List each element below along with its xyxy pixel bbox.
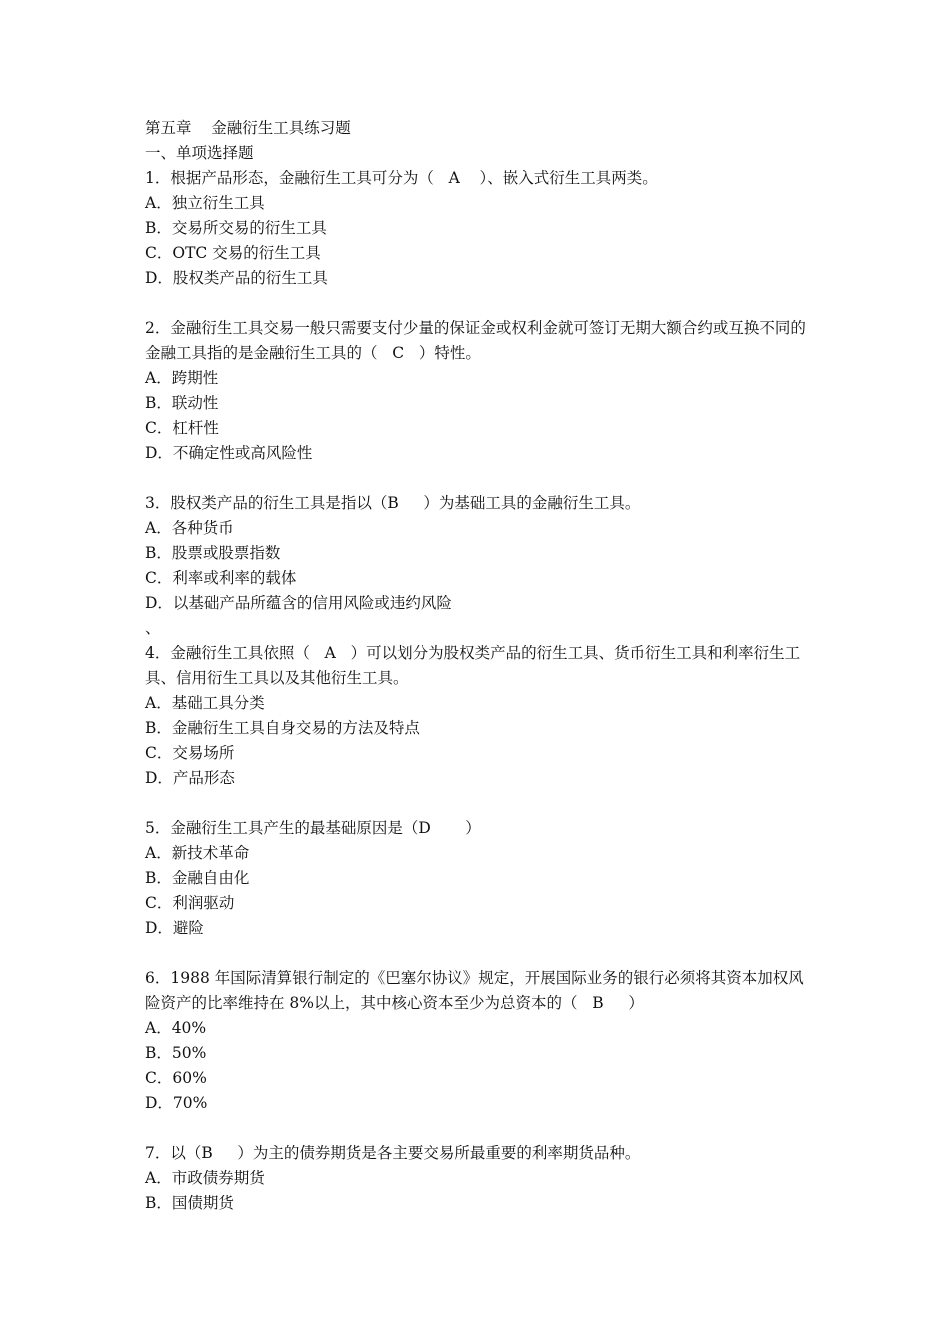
question-5: [145, 816, 815, 941]
option-b: B．金融自由化: [145, 869, 250, 887]
question-stem: 7．以（B ）为主的债券期货是各主要交易所最重要的利率期货品种。: [145, 1144, 641, 1162]
option-b: B．股票或股票指数: [145, 544, 281, 562]
option-c: C．杠杆性: [145, 419, 219, 437]
option-d: D．70%: [145, 1094, 208, 1112]
question-stem: 3．股权类产品的衍生工具是指以（B ）为基础工具的金融衍生工具。: [145, 494, 641, 512]
question-1: [145, 166, 815, 291]
question-3: [145, 491, 815, 641]
question-stem: 4．金融衍生工具依照（ A ）可以划分为股权类产品的衍生工具、货币衍生工具和利率衍生工具、信用衍生工具以及其他衍生工具。: [145, 644, 801, 687]
option-a: A．新技术革命: [145, 844, 250, 862]
option-c: C．60%: [145, 1069, 207, 1087]
question-stem: 6．1988 年国际清算银行制定的《巴塞尔协议》规定，开展国际业务的银行必须将其资本加权风险资产的比率维持在 8%以上，其中核心资本至少为总资本的（ B ）: [145, 969, 804, 1012]
document-title: 第五章 金融衍生工具练习题: [145, 119, 351, 137]
question-stem: 2．金融衍生工具交易一般只需要支付少量的保证金或权利金就可签订无期大额合约或互换不同的金融工具指的是金融衍生工具的（ C ）特性。: [145, 319, 806, 362]
option-a: A．各种货币: [145, 519, 234, 537]
option-c: C．利率或利率的载体: [145, 569, 297, 587]
option-a: A．独立衍生工具: [145, 194, 265, 212]
stray-mark: 、: [145, 619, 161, 637]
section-heading: 一、单项选择题: [145, 144, 254, 162]
option-b: B．联动性: [145, 394, 219, 412]
option-b: B．交易所交易的衍生工具: [145, 219, 327, 237]
spacer: [145, 1116, 815, 1141]
option-d: D．避险: [145, 919, 204, 937]
question-6: [145, 966, 815, 1116]
question-7: [145, 1141, 815, 1216]
option-a: A．市政债券期货: [145, 1169, 265, 1187]
option-b: B．金融衍生工具自身交易的方法及特点: [145, 719, 420, 737]
option-b: B．国债期货: [145, 1194, 234, 1212]
option-a: A．基础工具分类: [145, 694, 265, 712]
option-d: D．不确定性或高风险性: [145, 444, 313, 462]
spacer: [145, 941, 815, 966]
option-d: D．股权类产品的衍生工具: [145, 269, 328, 287]
spacer: [145, 466, 815, 491]
document-page: [145, 116, 815, 1216]
option-c: C．OTC 交易的衍生工具: [145, 244, 321, 262]
spacer: [145, 291, 815, 316]
option-c: C．利润驱动: [145, 894, 235, 912]
option-a: A．跨期性: [145, 369, 219, 387]
question-stem: 1．根据产品形态，金融衍生工具可分为（ A ）、嵌入式衍生工具两类。: [145, 169, 658, 187]
option-d: D．以基础产品所蕴含的信用风险或违约风险: [145, 594, 452, 612]
spacer: [145, 791, 815, 816]
option-b: B．50%: [145, 1044, 207, 1062]
option-c: C．交易场所: [145, 744, 235, 762]
question-4: [145, 641, 815, 791]
question-stem: 5．金融衍生工具产生的最基础原因是（D ）: [145, 819, 481, 837]
option-a: A．40%: [145, 1019, 207, 1037]
option-d: D．产品形态: [145, 769, 235, 787]
question-2: [145, 316, 815, 466]
